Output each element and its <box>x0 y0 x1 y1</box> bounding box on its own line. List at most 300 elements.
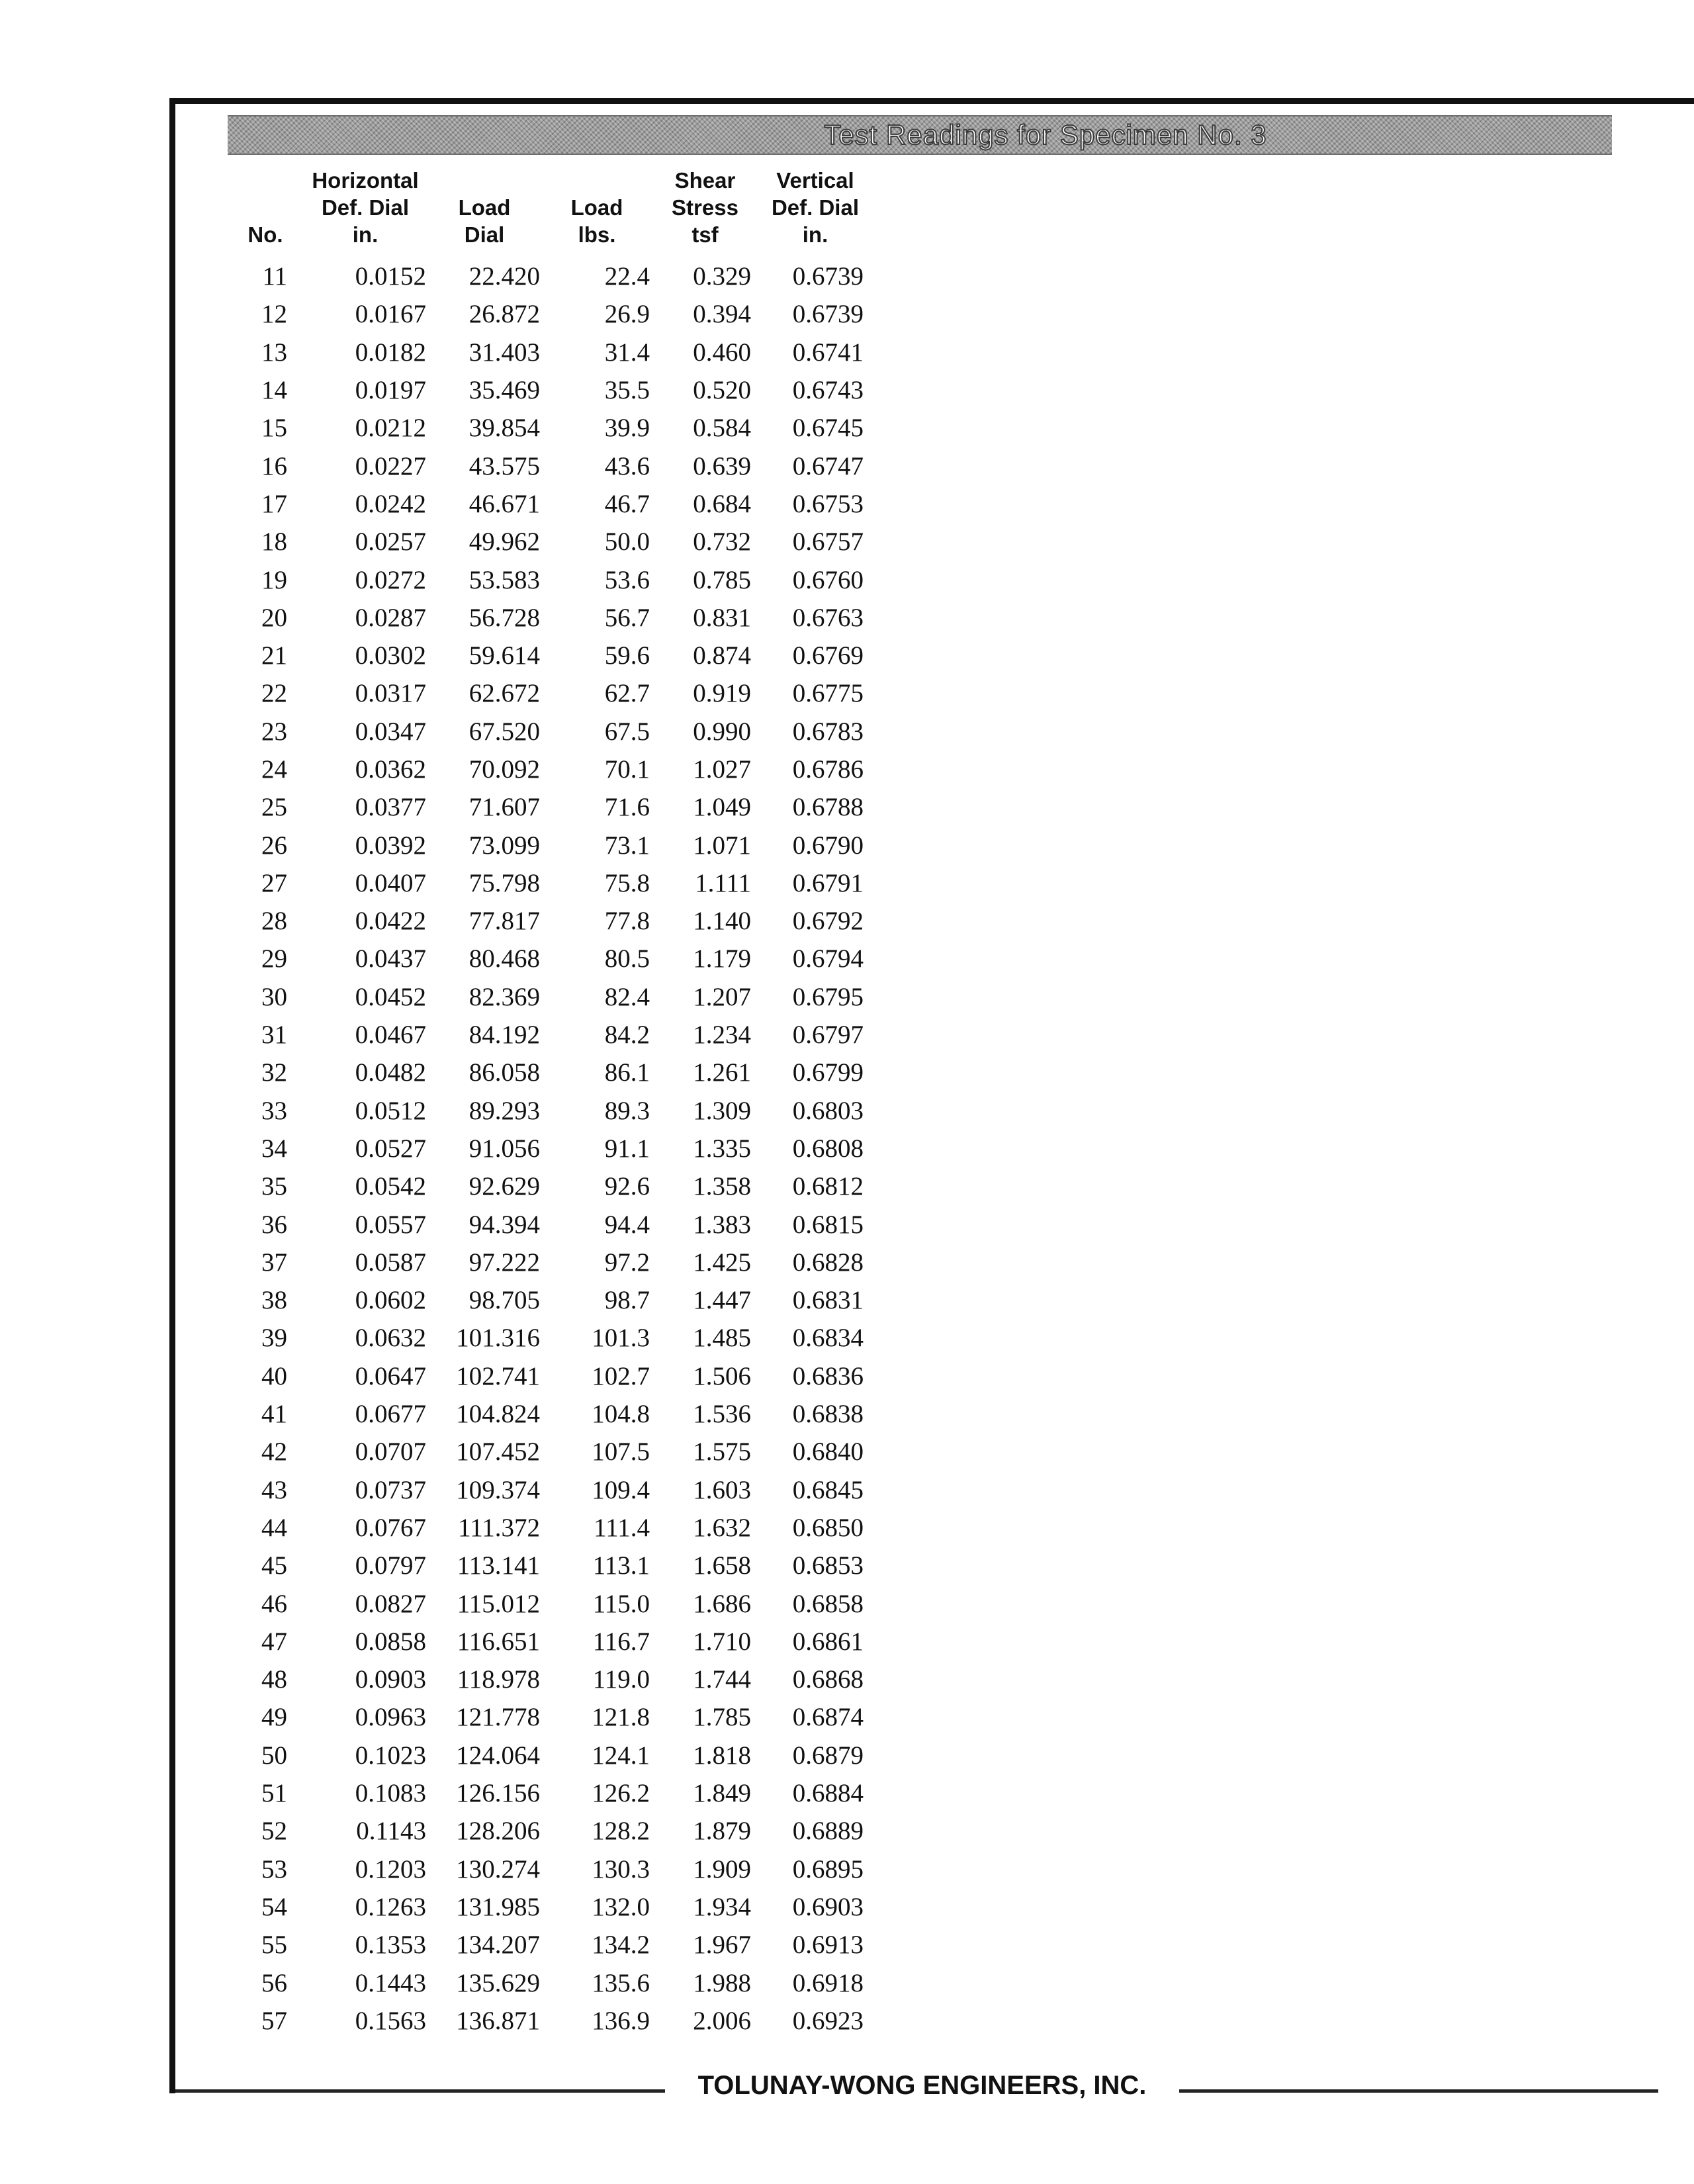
header-vertical-def-dial: Vertical Def. Dial in. <box>771 168 860 247</box>
cell-no: 55 <box>261 1931 287 1960</box>
cell-shear-stress: 0.990 <box>693 717 751 746</box>
cell-shear-stress: 1.179 <box>693 944 751 974</box>
cell-no: 25 <box>261 793 287 822</box>
cell-load-lbs: 71.6 <box>604 793 650 822</box>
cell-vertical-def-dial: 0.6794 <box>792 944 864 974</box>
table-row <box>228 1964 873 2001</box>
cell-horizontal-def-dial: 0.0182 <box>355 338 426 367</box>
cell-load-dial: 98.705 <box>468 1286 540 1315</box>
cell-load-dial: 43.575 <box>468 451 540 480</box>
cell-horizontal-def-dial: 0.0242 <box>355 489 426 518</box>
cell-horizontal-def-dial: 0.0587 <box>355 1248 426 1277</box>
cell-vertical-def-dial: 0.6790 <box>792 831 864 860</box>
cell-shear-stress: 1.575 <box>693 1437 751 1467</box>
cell-no: 14 <box>261 376 287 405</box>
cell-load-dial: 107.452 <box>456 1437 540 1467</box>
cell-no: 44 <box>261 1513 287 1542</box>
title-banner <box>228 115 1612 155</box>
cell-horizontal-def-dial: 0.0903 <box>355 1665 426 1694</box>
cell-horizontal-def-dial: 0.0858 <box>355 1627 426 1656</box>
cell-load-lbs: 134.2 <box>592 1931 650 1960</box>
cell-shear-stress: 1.967 <box>693 1931 751 1960</box>
cell-no: 22 <box>261 679 287 708</box>
cell-vertical-def-dial: 0.6739 <box>792 262 864 291</box>
cell-load-dial: 62.672 <box>468 679 540 708</box>
cell-load-dial: 70.092 <box>468 755 540 784</box>
cell-horizontal-def-dial: 0.0407 <box>355 868 426 897</box>
cell-load-lbs: 22.4 <box>604 262 650 291</box>
table-row <box>228 902 873 940</box>
cell-shear-stress: 2.006 <box>693 2006 751 2035</box>
cell-vertical-def-dial: 0.6874 <box>792 1703 864 1732</box>
cell-load-lbs: 80.5 <box>604 944 650 974</box>
cell-load-dial: 39.854 <box>468 414 540 443</box>
cell-shear-stress: 1.658 <box>693 1551 751 1580</box>
cell-load-lbs: 50.0 <box>604 527 650 557</box>
cell-horizontal-def-dial: 0.0302 <box>355 641 426 670</box>
cell-vertical-def-dial: 0.6831 <box>792 1286 864 1315</box>
table-row <box>228 1698 873 1736</box>
table-row <box>228 1661 873 1698</box>
cell-shear-stress: 1.485 <box>693 1324 751 1353</box>
cell-load-lbs: 109.4 <box>592 1475 650 1504</box>
cell-load-lbs: 101.3 <box>592 1324 650 1353</box>
cell-shear-stress: 1.934 <box>693 1892 751 1921</box>
cell-no: 53 <box>261 1854 287 1884</box>
cell-load-dial: 130.274 <box>456 1854 540 1884</box>
cell-load-dial: 111.372 <box>458 1513 540 1542</box>
cell-load-lbs: 73.1 <box>604 831 650 860</box>
cell-horizontal-def-dial: 0.0212 <box>355 414 426 443</box>
cell-vertical-def-dial: 0.6923 <box>792 2006 864 2035</box>
table-row <box>228 1357 873 1395</box>
cell-no: 12 <box>261 300 287 329</box>
table-row <box>228 334 873 371</box>
cell-load-dial: 121.778 <box>456 1703 540 1732</box>
cell-shear-stress: 1.818 <box>693 1741 751 1770</box>
cell-load-dial: 75.798 <box>468 868 540 897</box>
cell-shear-stress: 1.071 <box>693 831 751 860</box>
cell-no: 48 <box>261 1665 287 1694</box>
cell-vertical-def-dial: 0.6769 <box>792 641 864 670</box>
cell-vertical-def-dial: 0.6861 <box>792 1627 864 1656</box>
cell-load-lbs: 59.6 <box>604 641 650 670</box>
cell-load-lbs: 113.1 <box>592 1551 650 1580</box>
table-row <box>228 1205 873 1243</box>
cell-vertical-def-dial: 0.6913 <box>792 1931 864 1960</box>
table-row <box>228 1584 873 1622</box>
cell-no: 41 <box>261 1400 287 1429</box>
cell-vertical-def-dial: 0.6918 <box>792 1968 864 1997</box>
cell-load-dial: 49.962 <box>468 527 540 557</box>
cell-load-lbs: 82.4 <box>604 982 650 1011</box>
cell-load-lbs: 77.8 <box>604 907 650 936</box>
cell-load-dial: 53.583 <box>468 565 540 594</box>
table-row <box>228 2002 873 2040</box>
cell-no: 32 <box>261 1058 287 1087</box>
cell-load-dial: 135.629 <box>456 1968 540 1997</box>
cell-shear-stress: 1.632 <box>693 1513 751 1542</box>
cell-load-dial: 97.222 <box>468 1248 540 1277</box>
cell-horizontal-def-dial: 0.0707 <box>355 1437 426 1467</box>
cell-shear-stress: 1.849 <box>693 1779 751 1808</box>
cell-no: 42 <box>261 1437 287 1467</box>
cell-horizontal-def-dial: 0.0602 <box>355 1286 426 1315</box>
table-row <box>228 788 873 826</box>
cell-horizontal-def-dial: 0.1203 <box>355 1854 426 1884</box>
cell-vertical-def-dial: 0.6747 <box>792 451 864 480</box>
cell-vertical-def-dial: 0.6884 <box>792 1779 864 1808</box>
table-row <box>228 1130 873 1167</box>
table-row <box>228 1774 873 1812</box>
cell-horizontal-def-dial: 0.1443 <box>355 1968 426 1997</box>
cell-no: 34 <box>261 1134 287 1163</box>
cell-vertical-def-dial: 0.6788 <box>792 793 864 822</box>
cell-shear-stress: 0.684 <box>693 489 751 518</box>
cell-horizontal-def-dial: 0.1143 <box>356 1817 426 1846</box>
cell-vertical-def-dial: 0.6879 <box>792 1741 864 1770</box>
cell-load-dial: 31.403 <box>468 338 540 367</box>
cell-shear-stress: 0.520 <box>693 376 751 405</box>
cell-load-lbs: 89.3 <box>604 1096 650 1125</box>
cell-horizontal-def-dial: 0.0827 <box>355 1589 426 1618</box>
cell-horizontal-def-dial: 0.0167 <box>355 300 426 329</box>
cell-horizontal-def-dial: 0.0767 <box>355 1513 426 1542</box>
cell-load-dial: 22.420 <box>468 262 540 291</box>
table-row <box>228 409 873 447</box>
cell-load-dial: 77.817 <box>468 907 540 936</box>
table-row <box>228 523 873 561</box>
cell-shear-stress: 1.111 <box>695 868 751 897</box>
cell-horizontal-def-dial: 0.0963 <box>355 1703 426 1732</box>
cell-shear-stress: 0.831 <box>693 603 751 632</box>
table-row <box>228 599 873 637</box>
table-row <box>228 1319 873 1357</box>
cell-load-dial: 71.607 <box>468 793 540 822</box>
cell-vertical-def-dial: 0.6850 <box>792 1513 864 1542</box>
table-header <box>228 167 873 257</box>
cell-load-dial: 80.468 <box>468 944 540 974</box>
cell-shear-stress: 1.261 <box>693 1058 751 1087</box>
cell-horizontal-def-dial: 0.0467 <box>355 1021 426 1050</box>
header-row <box>228 167 873 257</box>
cell-load-lbs: 94.4 <box>604 1210 650 1239</box>
cell-no: 19 <box>261 565 287 594</box>
cell-vertical-def-dial: 0.6757 <box>792 527 864 557</box>
cell-load-dial: 115.012 <box>457 1589 540 1618</box>
cell-load-lbs: 115.0 <box>592 1589 650 1618</box>
cell-no: 47 <box>261 1627 287 1656</box>
cell-shear-stress: 1.603 <box>693 1475 751 1504</box>
cell-horizontal-def-dial: 0.1083 <box>355 1779 426 1808</box>
cell-no: 13 <box>261 338 287 367</box>
cell-shear-stress: 1.358 <box>693 1172 751 1201</box>
cell-no: 26 <box>261 831 287 860</box>
cell-load-lbs: 132.0 <box>592 1892 650 1921</box>
table-row <box>228 940 873 978</box>
cell-shear-stress: 1.335 <box>693 1134 751 1163</box>
cell-horizontal-def-dial: 0.0542 <box>355 1172 426 1201</box>
cell-shear-stress: 0.919 <box>693 679 751 708</box>
cell-shear-stress: 1.879 <box>693 1817 751 1846</box>
table-row <box>228 1167 873 1205</box>
table-row <box>228 1623 873 1661</box>
cell-no: 23 <box>261 717 287 746</box>
footer-company-name: TOLUNAY-WONG ENGINEERS, INC. <box>697 2071 1147 2100</box>
cell-no: 29 <box>261 944 287 974</box>
cell-load-dial: 134.207 <box>456 1931 540 1960</box>
cell-load-dial: 35.469 <box>468 376 540 405</box>
table-row <box>228 485 873 523</box>
cell-load-lbs: 75.8 <box>604 868 650 897</box>
table-row <box>228 1092 873 1130</box>
cell-shear-stress: 1.140 <box>693 907 751 936</box>
cell-load-dial: 26.872 <box>468 300 540 329</box>
cell-shear-stress: 1.988 <box>693 1968 751 1997</box>
table-row <box>228 295 873 333</box>
cell-shear-stress: 1.909 <box>693 1854 751 1884</box>
cell-horizontal-def-dial: 0.0482 <box>355 1058 426 1087</box>
cell-load-dial: 102.741 <box>456 1361 540 1390</box>
cell-load-lbs: 136.9 <box>592 2006 650 2035</box>
cell-load-lbs: 46.7 <box>604 489 650 518</box>
cell-load-dial: 128.206 <box>456 1817 540 1846</box>
cell-horizontal-def-dial: 0.0677 <box>355 1400 426 1429</box>
cell-load-lbs: 104.8 <box>592 1400 650 1429</box>
table-row <box>228 1244 873 1281</box>
cell-shear-stress: 0.732 <box>693 527 751 557</box>
cell-horizontal-def-dial: 0.0377 <box>355 793 426 822</box>
header-horizontal-def-dial: Horizontal Def. Dial in. <box>312 168 419 247</box>
cell-load-dial: 86.058 <box>468 1058 540 1087</box>
cell-vertical-def-dial: 0.6760 <box>792 565 864 594</box>
cell-horizontal-def-dial: 0.1263 <box>355 1892 426 1921</box>
cell-shear-stress: 1.785 <box>693 1703 751 1732</box>
footer-rule-right <box>1179 2089 1658 2093</box>
cell-no: 27 <box>261 868 287 897</box>
cell-no: 49 <box>261 1703 287 1732</box>
cell-horizontal-def-dial: 0.1023 <box>355 1741 426 1770</box>
cell-shear-stress: 1.447 <box>693 1286 751 1315</box>
cell-vertical-def-dial: 0.6903 <box>792 1892 864 1921</box>
cell-load-dial: 113.141 <box>457 1551 540 1580</box>
cell-vertical-def-dial: 0.6763 <box>792 603 864 632</box>
cell-horizontal-def-dial: 0.0197 <box>355 376 426 405</box>
cell-vertical-def-dial: 0.6745 <box>792 414 864 443</box>
cell-horizontal-def-dial: 0.1563 <box>355 2006 426 2035</box>
table-row <box>228 674 873 712</box>
table-row <box>228 447 873 484</box>
cell-load-lbs: 111.4 <box>594 1513 650 1542</box>
cell-no: 30 <box>261 982 287 1011</box>
cell-vertical-def-dial: 0.6808 <box>792 1134 864 1163</box>
cell-load-dial: 131.985 <box>456 1892 540 1921</box>
cell-shear-stress: 0.874 <box>693 641 751 670</box>
cell-load-lbs: 70.1 <box>604 755 650 784</box>
cell-shear-stress: 1.710 <box>693 1627 751 1656</box>
cell-vertical-def-dial: 0.6840 <box>792 1437 864 1467</box>
cell-load-dial: 109.374 <box>456 1475 540 1504</box>
table-row <box>228 1471 873 1509</box>
cell-no: 43 <box>261 1475 287 1504</box>
cell-load-lbs: 126.2 <box>592 1779 650 1808</box>
cell-no: 40 <box>261 1361 287 1390</box>
cell-load-dial: 89.293 <box>468 1096 540 1125</box>
cell-load-lbs: 84.2 <box>604 1021 650 1050</box>
cell-load-lbs: 31.4 <box>604 338 650 367</box>
cell-horizontal-def-dial: 0.0347 <box>355 717 426 746</box>
cell-vertical-def-dial: 0.6799 <box>792 1058 864 1087</box>
footer-rule-left <box>175 2089 665 2093</box>
cell-vertical-def-dial: 0.6836 <box>792 1361 864 1390</box>
table-row <box>228 1888 873 1926</box>
cell-horizontal-def-dial: 0.0227 <box>355 451 426 480</box>
cell-load-dial: 116.651 <box>457 1627 540 1656</box>
cell-shear-stress: 1.309 <box>693 1096 751 1125</box>
table-row <box>228 561 873 598</box>
cell-shear-stress: 0.329 <box>693 262 751 291</box>
table-row <box>228 257 873 295</box>
table-row <box>228 1509 873 1547</box>
header-shear-stress: Shear Stress tsf <box>672 168 738 247</box>
cell-no: 21 <box>261 641 287 670</box>
cell-load-lbs: 97.2 <box>604 1248 650 1277</box>
table-row <box>228 1054 873 1091</box>
cell-vertical-def-dial: 0.6858 <box>792 1589 864 1618</box>
cell-shear-stress: 1.049 <box>693 793 751 822</box>
header-load-dial: Load Dial <box>458 195 511 247</box>
cell-shear-stress: 0.394 <box>693 300 751 329</box>
cell-shear-stress: 0.639 <box>693 451 751 480</box>
cell-horizontal-def-dial: 0.0422 <box>355 907 426 936</box>
cell-horizontal-def-dial: 0.0737 <box>355 1475 426 1504</box>
cell-load-dial: 101.316 <box>456 1324 540 1353</box>
cell-horizontal-def-dial: 0.0392 <box>355 831 426 860</box>
cell-no: 37 <box>261 1248 287 1277</box>
cell-no: 11 <box>262 262 287 291</box>
cell-load-dial: 59.614 <box>468 641 540 670</box>
cell-load-lbs: 116.7 <box>592 1627 650 1656</box>
cell-load-lbs: 119.0 <box>592 1665 650 1694</box>
cell-load-dial: 126.156 <box>456 1779 540 1808</box>
cell-vertical-def-dial: 0.6895 <box>792 1854 864 1884</box>
cell-horizontal-def-dial: 0.0152 <box>355 262 426 291</box>
cell-no: 57 <box>261 2006 287 2035</box>
cell-load-lbs: 62.7 <box>604 679 650 708</box>
cell-load-dial: 82.369 <box>468 982 540 1011</box>
cell-shear-stress: 0.785 <box>693 565 751 594</box>
cell-load-lbs: 91.1 <box>604 1134 650 1163</box>
cell-no: 36 <box>261 1210 287 1239</box>
cell-horizontal-def-dial: 0.0317 <box>355 679 426 708</box>
cell-vertical-def-dial: 0.6791 <box>792 868 864 897</box>
table-row <box>228 826 873 864</box>
cell-vertical-def-dial: 0.6815 <box>792 1210 864 1239</box>
cell-horizontal-def-dial: 0.0647 <box>355 1361 426 1390</box>
cell-load-dial: 92.629 <box>468 1172 540 1201</box>
cell-load-dial: 104.824 <box>456 1400 540 1429</box>
cell-horizontal-def-dial: 0.0452 <box>355 982 426 1011</box>
cell-vertical-def-dial: 0.6797 <box>792 1021 864 1050</box>
cell-vertical-def-dial: 0.6845 <box>792 1475 864 1504</box>
cell-vertical-def-dial: 0.6838 <box>792 1400 864 1429</box>
cell-load-lbs: 102.7 <box>592 1361 650 1390</box>
cell-no: 15 <box>261 414 287 443</box>
cell-load-dial: 118.978 <box>457 1665 540 1694</box>
cell-no: 54 <box>261 1892 287 1921</box>
cell-vertical-def-dial: 0.6743 <box>792 376 864 405</box>
table-row <box>228 978 873 1016</box>
cell-horizontal-def-dial: 0.0362 <box>355 755 426 784</box>
cell-shear-stress: 1.536 <box>693 1400 751 1429</box>
cell-vertical-def-dial: 0.6853 <box>792 1551 864 1580</box>
cell-load-dial: 84.192 <box>468 1021 540 1050</box>
table-row <box>228 1281 873 1319</box>
cell-no: 52 <box>261 1817 287 1846</box>
readings-table <box>228 167 873 2040</box>
cell-shear-stress: 1.383 <box>693 1210 751 1239</box>
cell-shear-stress: 0.584 <box>693 414 751 443</box>
cell-load-lbs: 56.7 <box>604 603 650 632</box>
cell-vertical-def-dial: 0.6834 <box>792 1324 864 1353</box>
cell-load-lbs: 121.8 <box>592 1703 650 1732</box>
table-body <box>228 257 873 2040</box>
cell-shear-stress: 1.425 <box>693 1248 751 1277</box>
cell-vertical-def-dial: 0.6739 <box>792 300 864 329</box>
cell-load-lbs: 35.5 <box>604 376 650 405</box>
cell-no: 24 <box>261 755 287 784</box>
cell-horizontal-def-dial: 0.0257 <box>355 527 426 557</box>
table-row <box>228 751 873 788</box>
cell-vertical-def-dial: 0.6741 <box>792 338 864 367</box>
cell-load-lbs: 124.1 <box>592 1741 650 1770</box>
cell-vertical-def-dial: 0.6792 <box>792 907 864 936</box>
table-row <box>228 1016 873 1054</box>
header-load-lbs: Load lbs. <box>570 195 623 247</box>
cell-load-lbs: 53.6 <box>604 565 650 594</box>
table-row <box>228 1547 873 1584</box>
table-row <box>228 1850 873 1888</box>
cell-load-lbs: 39.9 <box>604 414 650 443</box>
cell-load-dial: 46.671 <box>468 489 540 518</box>
table-row <box>228 1926 873 1964</box>
table-row <box>228 713 873 751</box>
cell-no: 39 <box>261 1324 287 1353</box>
cell-load-lbs: 86.1 <box>604 1058 650 1087</box>
cell-load-lbs: 98.7 <box>604 1286 650 1315</box>
cell-load-dial: 94.394 <box>468 1210 540 1239</box>
header-no: No. <box>247 222 283 247</box>
cell-no: 16 <box>261 451 287 480</box>
cell-horizontal-def-dial: 0.0632 <box>355 1324 426 1353</box>
cell-no: 56 <box>261 1968 287 1997</box>
cell-vertical-def-dial: 0.6803 <box>792 1096 864 1125</box>
cell-load-dial: 91.056 <box>468 1134 540 1163</box>
cell-no: 35 <box>261 1172 287 1201</box>
cell-vertical-def-dial: 0.6753 <box>792 489 864 518</box>
cell-horizontal-def-dial: 0.0437 <box>355 944 426 974</box>
cell-load-lbs: 92.6 <box>604 1172 650 1201</box>
cell-no: 46 <box>261 1589 287 1618</box>
cell-shear-stress: 0.460 <box>693 338 751 367</box>
banner-title: Test Readings for Specimen No. 3 <box>824 119 1267 150</box>
table-row <box>228 637 873 674</box>
cell-no: 50 <box>261 1741 287 1770</box>
cell-vertical-def-dial: 0.6786 <box>792 755 864 784</box>
cell-vertical-def-dial: 0.6783 <box>792 717 864 746</box>
cell-horizontal-def-dial: 0.0557 <box>355 1210 426 1239</box>
table-row <box>228 1812 873 1850</box>
